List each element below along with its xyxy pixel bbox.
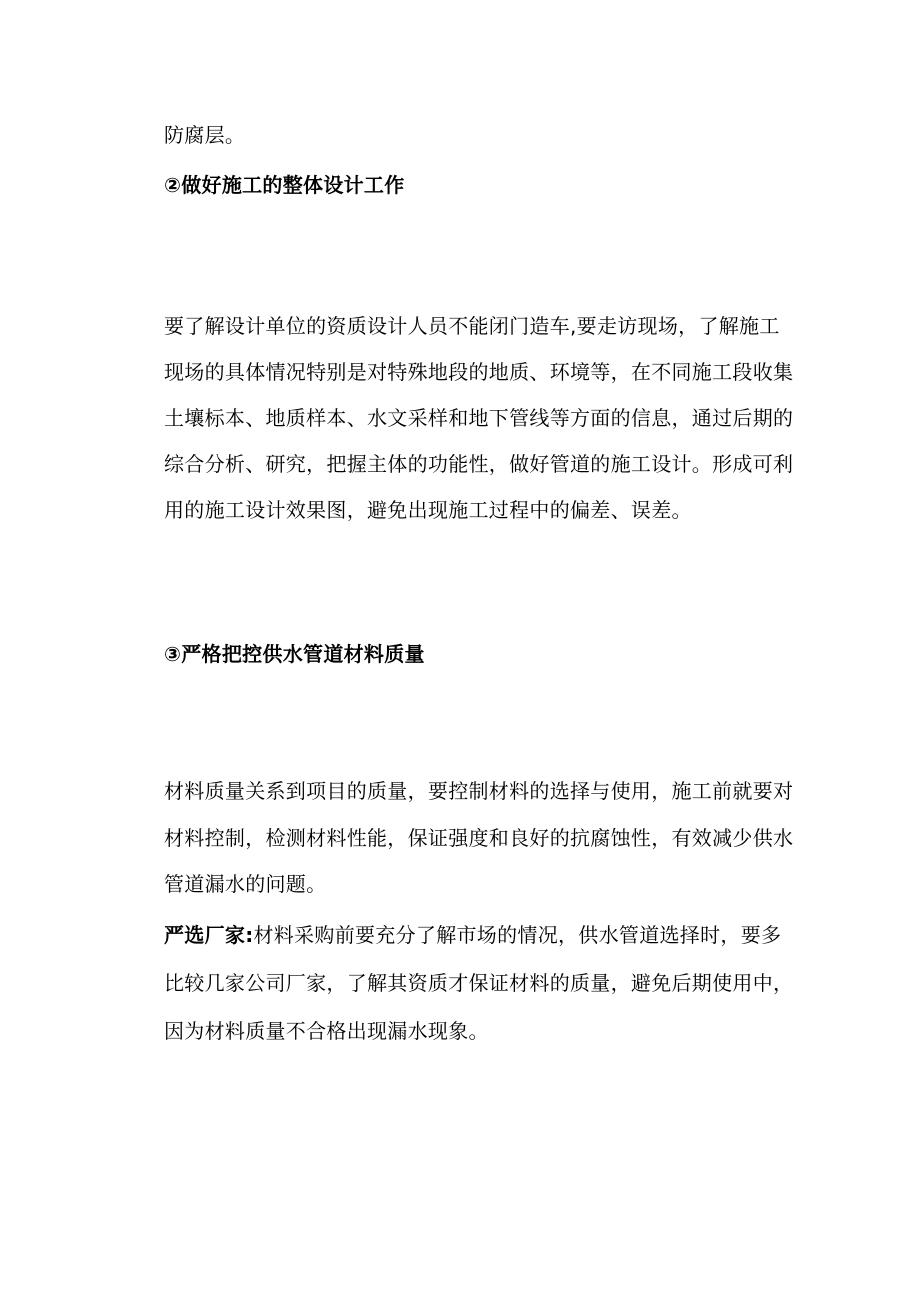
section-3-paragraph-line: 材料质量关系到项目的质量，要控制材料的选择与使用，施工前就要对 xyxy=(164,779,794,803)
section-2-paragraph-line: 用的施工设计效果图，避免出现施工过程中的偏差、误差。 xyxy=(164,498,692,522)
section-2-paragraph-line: 现场的具体情况特别是对特殊地段的地质、环境等，在不同施工段收集 xyxy=(164,360,794,384)
section-3-paragraph-line: 材料控制，检测材料性能，保证强度和良好的抗腐蚀性，有效减少供水 xyxy=(164,826,794,850)
section-2-paragraph-line: 要了解设计单位的资质设计人员不能闭门造车,要走访现场，了解施工 xyxy=(164,314,780,338)
subsection-first-line xyxy=(164,921,781,949)
section-2-paragraph-line: 综合分析、研究，把握主体的功能性，做好管道的施工设计。形成可利 xyxy=(164,452,794,476)
subsection-first-line-text: 材料采购前要充分了解市场的情况，供水管道选择时，要多 xyxy=(253,923,782,947)
subsection-label: 严选厂家: xyxy=(164,923,254,947)
subsection-line: 比较几家公司厂家，了解其资质才保证材料的质量，避免后期使用中， xyxy=(164,971,794,995)
section-2-paragraph-line: 土壤标本、地质样本、水文采样和地下管线等方面的信息，通过后期的 xyxy=(164,406,794,430)
section-2-heading: ②做好施工的整体设计工作 xyxy=(164,173,405,197)
section-3-heading: ③严格把控供水管道材料质量 xyxy=(164,642,425,666)
intro-tail-text: 防腐层。 xyxy=(164,123,246,147)
section-3-paragraph-line: 管道漏水的问题。 xyxy=(164,872,327,896)
subsection-line: 因为材料质量不合格出现漏水现象。 xyxy=(164,1019,489,1043)
